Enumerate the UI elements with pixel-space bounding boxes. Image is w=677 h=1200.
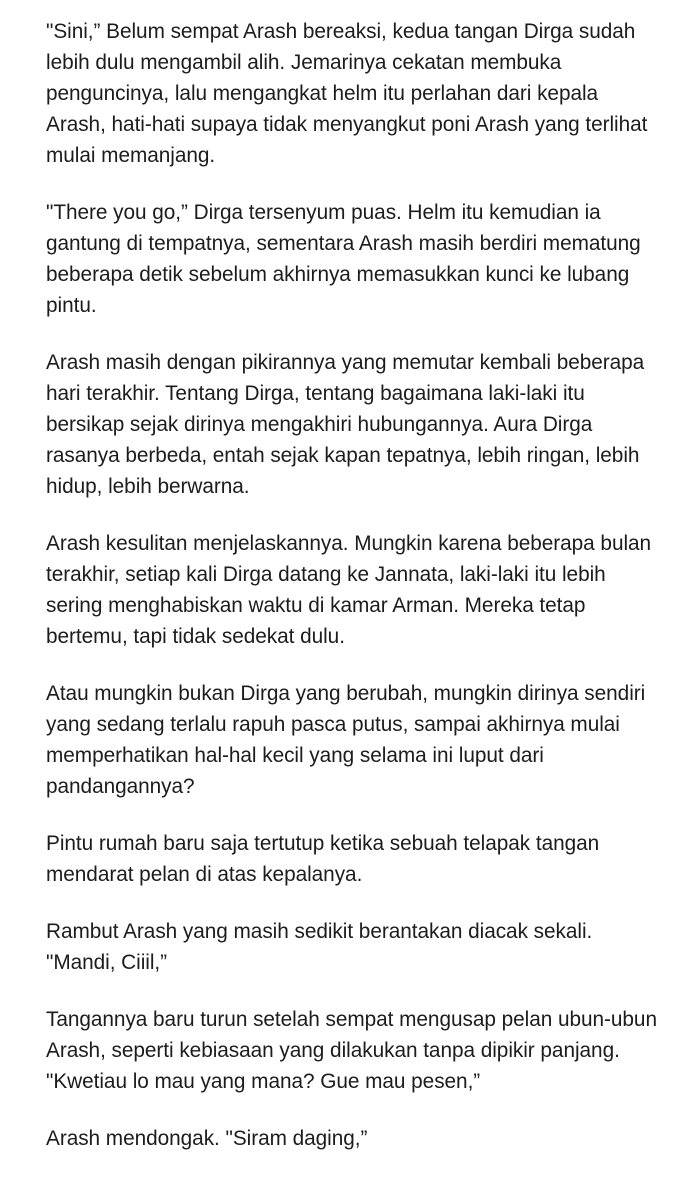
story-paragraph: "There you go,” Dirga tersenyum puas. Helm itu kemudian ia gantung di tempatnya, sementara Arash masih berdiri mematung beberapa detik sebelum akhirnya memasukkan kunci ke lubang pintu. xyxy=(46,201,641,317)
story-paragraph: Arash mendongak. "Siram daging,” xyxy=(46,1127,368,1150)
story-paragraph: "Sini,” Belum sempat Arash bereaksi, kedua tangan Dirga sudah lebih dulu mengambil alih. Jemarinya cekatan membuka penguncinya, lalu mengangkat helm itu perlahan dari kepala Arash, hati-hati supaya tidak menyangkut poni Arash yang terlihat mulai memanjang. xyxy=(46,20,648,167)
story-paragraph: Rambut Arash yang masih sedikit berantakan diacak sekali. "Mandi, Ciiil,” xyxy=(46,920,593,974)
story-paragraph: Arash kesulitan menjelaskannya. Mungkin karena beberapa bulan terakhir, setiap kali Dirga datang ke Jannata, laki-laki itu lebih sering menghabiskan waktu di kamar Arman. Mereka tetap bertemu, tapi tidak sedekat dulu. xyxy=(46,532,652,648)
story-paragraph: Atau mungkin bukan Dirga yang berubah, mungkin dirinya sendiri yang sedang terlalu rapuh pasca putus, sampai akhirnya mulai memperhatikan hal-hal kecil yang selama ini luput dari pandangannya? xyxy=(46,682,646,798)
story-paragraph: Pintu rumah baru saja tertutup ketika sebuah telapak tangan mendarat pelan di atas kepalanya. xyxy=(46,832,600,886)
story-paragraph: Arash masih dengan pikirannya yang memutar kembali beberapa hari terakhir. Tentang Dirga, tentang bagaimana laki-laki itu bersikap sejak dirinya mengakhiri hubungannya. Aura Dirga rasanya berbeda, entah sejak kapan tepatnya, lebih ringan, lebih hidup, lebih berwarna. xyxy=(46,351,645,498)
story-paragraph: Tangannya baru turun setelah sempat mengusap pelan ubun-ubun Arash, seperti kebiasaan yang dilakukan tanpa dipikir panjang. "Kwetiau lo mau yang mana? Gue mau pesen,” xyxy=(46,1008,657,1093)
